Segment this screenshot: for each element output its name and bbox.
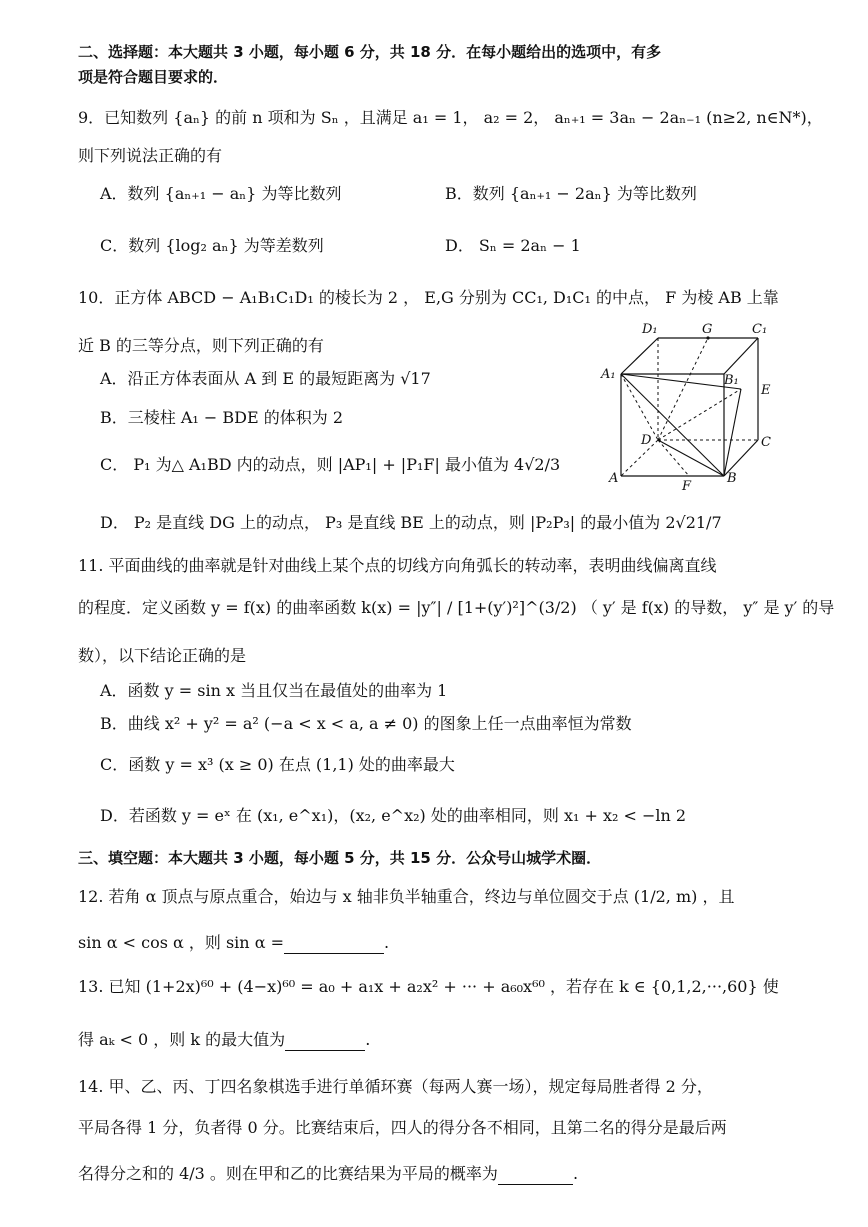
question-13-prompt: 得 aₖ < 0 ，则 k 的最大值为 <box>78 1030 286 1049</box>
question-9-stem: 9．已知数列 {aₙ} 的前 n 项和为 Sₙ ，且满足 a₁ = 1， a₂ = 2， aₙ₊₁ = 3aₙ − 2aₙ₋₁ (n≥2, n∈N*)， <box>78 108 823 127</box>
label-d: D <box>641 433 652 448</box>
question-10-option-d: D． P₂ 是直线 DG 上的动点， P₃ 是直线 BE 上的动点，则 |P₂P₃| 的最小值为 2√21/7 <box>100 513 722 532</box>
cube-figure <box>596 316 781 492</box>
label-d1: D₁ <box>642 322 658 337</box>
question-9-option-a: A．数列 {aₙ₊₁ − aₙ} 为等比数列 <box>100 184 342 203</box>
question-9-option-d: D． Sₙ = 2aₙ − 1 <box>445 236 581 255</box>
answer-blank-14[interactable] <box>498 1168 573 1185</box>
question-11-stem-line3: 数），以下结论正确的是 <box>78 646 247 665</box>
question-13-stem-line2 <box>78 1029 370 1051</box>
label-c: C <box>761 435 771 450</box>
label-c1: C₁ <box>752 322 768 337</box>
label-b: B <box>727 471 737 486</box>
question-11-stem: 11. 平面曲线的曲率就是针对曲线上某个点的切线方向角弧长的转动率，表明曲线偏离直线 <box>78 556 717 575</box>
question-12-stem-line2 <box>78 932 389 954</box>
label-a1: A₁ <box>601 367 616 382</box>
question-10-stem-line2: 近 B 的三等分点，则下列正确的有 <box>78 336 324 355</box>
question-14-stem-line3 <box>78 1163 578 1185</box>
answer-blank-12[interactable] <box>284 937 384 954</box>
question-12-stem: 12. 若角 α 顶点与原点重合，始边与 x 轴非负半轴重合，终边与单位圆交于点 (1/2, m) ，且 <box>78 887 735 906</box>
question-9-option-c: C．数列 {log₂ aₙ} 为等差数列 <box>100 236 324 255</box>
section-2-header-line2: 项是符合题目要求的． <box>78 68 229 86</box>
answer-blank-13[interactable] <box>285 1034 365 1051</box>
question-10-option-a: A．沿正方体表面从 A 到 E 的最短距离为 √17 <box>100 369 431 388</box>
question-10-option-b: B．三棱柱 A₁ − BDE 的体积为 2 <box>100 408 344 427</box>
question-14-stem: 14. 甲、乙、丙、丁四名象棋选手进行单循环赛（每两人赛一场），规定每局胜者得 2 分， <box>78 1077 713 1096</box>
question-10-stem: 10．正方体 ABCD − A₁B₁C₁D₁ 的棱长为 2 ， E,G 分别为 CC₁, D₁C₁ 的中点， F 为棱 AB 上靠 <box>78 288 779 307</box>
question-14-period: . <box>572 1164 579 1183</box>
question-13-period: . <box>365 1030 371 1049</box>
label-b1: B₁ <box>724 373 739 388</box>
question-11-option-b: B．曲线 x² + y² = a² (−a < x < a, a ≠ 0) 的图象上任一点曲率恒为常数 <box>100 714 632 733</box>
question-11-stem-line2: 的程度．定义函数 y = f(x) 的曲率函数 k(x) = |y″| / [1+(y′)²]^(3/2) （ y′ 是 f(x) 的导数， y″ 是 y′ 的导 <box>78 598 835 617</box>
label-e: E <box>761 383 771 398</box>
label-f: F <box>682 479 692 492</box>
question-12-condition: sin α < cos α ，则 sin α = <box>78 933 284 952</box>
question-12-period: . <box>384 933 390 952</box>
question-11-option-d: D．若函数 y = eˣ 在 (x₁, e^x₁)，(x₂, e^x₂) 处的曲率相同，则 x₁ + x₂ < −ln 2 <box>100 806 687 825</box>
question-9-stem-line2: 则下列说法正确的有 <box>78 146 223 165</box>
question-9-option-b: B．数列 {aₙ₊₁ − 2aₙ} 为等比数列 <box>445 184 697 203</box>
label-a: A <box>609 471 619 486</box>
question-14-prompt: 名得分之和的 4/3 。则在甲和乙的比赛结果为平局的概率为 <box>78 1164 498 1183</box>
question-11-option-a: A．函数 y = sin x 当且仅当在最值处的曲率为 1 <box>100 681 448 700</box>
question-11-option-c: C．函数 y = x³ (x ≥ 0) 在点 (1,1) 处的曲率最大 <box>100 755 455 774</box>
label-g: G <box>702 322 713 337</box>
question-14-stem-line2: 平局各得 1 分，负者得 0 分。比赛结束后，四人的得分各不相同，且第二名的得分是最后两 <box>78 1118 727 1137</box>
question-10-option-c: C． P₁ 为△ A₁BD 内的动点，则 |AP₁| + |P₁F| 最小值为 4√2/3 <box>100 455 561 474</box>
question-13-stem: 13. 已知 (1+2x)⁶⁰ + (4−x)⁶⁰ = a₀ + a₁x + a₂x² + ··· + a₆₀x⁶⁰ ，若存在 k ∈ {0,1,2,···,60} 使 <box>78 977 779 996</box>
section-2-header-line1: 二、选择题：本大题共 3 小题，每小题 6 分，共 18 分．在每小题给出的选项中，有多 <box>78 43 662 61</box>
section-3-header: 三、填空题：本大题共 3 小题，每小题 5 分，共 15 分．公众号山城学术圈． <box>78 849 602 867</box>
